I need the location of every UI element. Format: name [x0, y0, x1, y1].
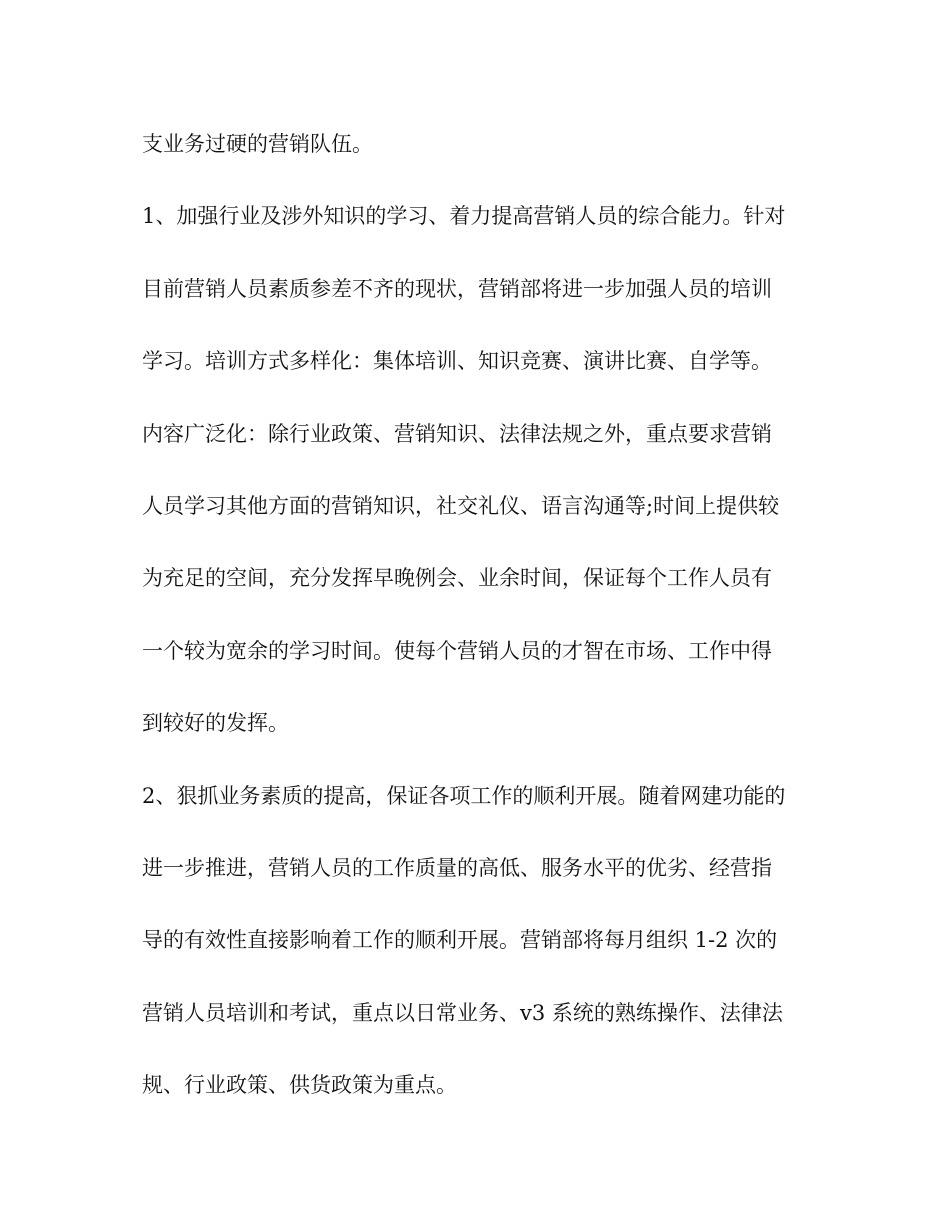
text-line: 一个较为宽余的学习时间。使每个营销人员的才智在市场、工作中得	[142, 638, 772, 663]
text-line: 人员学习其他方面的营销知识，社交礼仪、语言沟通等;时间上提供较	[142, 493, 780, 518]
text-line: 支业务过硬的营销队伍。	[142, 132, 373, 156]
text-line: 规、行业政策、供货政策为重点。	[142, 1073, 457, 1098]
text-line: 学习。培训方式多样化：集体培训、知识竞赛、演讲比赛、自学等。	[142, 349, 772, 374]
text-line: 进一步推进，营销人员的工作质量的高低、服务水平的优劣、经营指	[142, 855, 772, 880]
document-body	[142, 118, 822, 1131]
text-line: 2、狠抓业务素质的提高，保证各项工作的顺利开展。随着网建功能的	[142, 783, 786, 808]
text-line: 目前营销人员素质参差不齐的现状，营销部将进一步加强人员的培训	[142, 276, 772, 301]
text-line: 为充足的空间，充分发挥早晚例会、业余时间，保证每个工作人员有	[142, 566, 772, 591]
text-line: 到较好的发挥。	[142, 711, 289, 736]
text-line: 导的有效性直接影响着工作的顺利开展。营销部将每月组织 1-2 次的	[142, 928, 778, 953]
text-line: 营销人员培训和考试，重点以日常业务、v3 系统的熟练操作、法律法	[142, 1000, 783, 1025]
text-line: 1、加强行业及涉外知识的学习、着力提高营销人员的综合能力。针对	[142, 204, 786, 229]
text-line: 内容广泛化：除行业政策、营销知识、法律法规之外，重点要求营销	[142, 421, 772, 446]
